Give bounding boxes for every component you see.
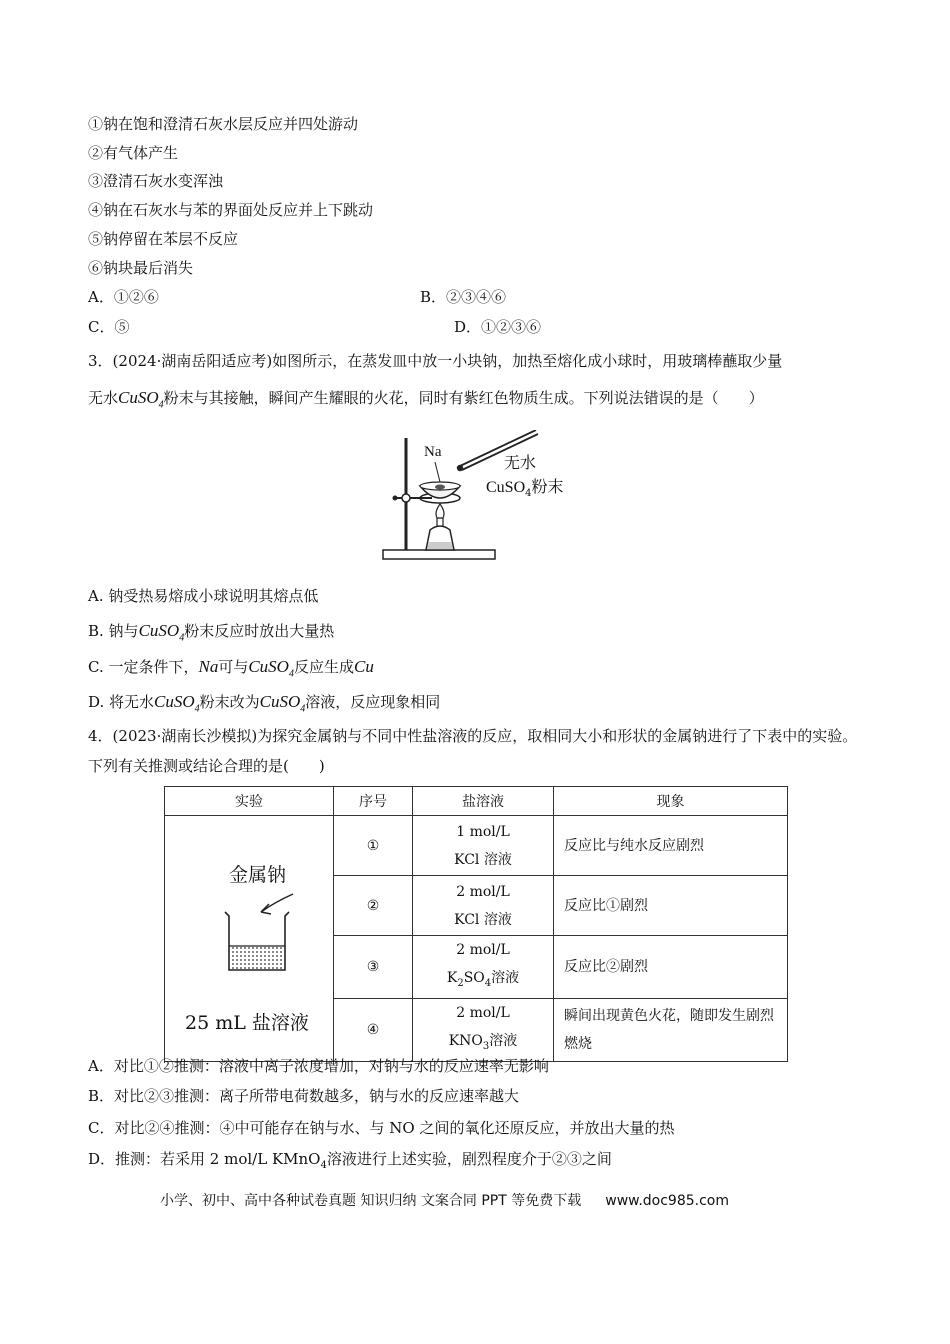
q3-stem-line1: 3．(2024·湖南岳阳适应考)如图所示，在蒸发皿中放一小块钠，加热至熔化成小球时，用玻璃棒蘸取少量 xyxy=(88,352,783,370)
beaker-figure-cell xyxy=(165,816,334,1062)
q4-option-a: A．对比①②推测：溶液中离子浓度增加，对钠与水的反应速率无影响 xyxy=(88,1057,549,1075)
q2-option-b: B．②③④⑥ xyxy=(420,288,507,306)
row1-salt: 1 mol/L KCl 溶液 xyxy=(413,816,554,876)
footer-text: 小学、初中、高中各种试卷真题 知识归纳 文案合同 PPT 等免费下载 xyxy=(160,1193,582,1209)
row4-phenomenon: 瞬间出现黄色火花，随即发生剧烈燃烧 xyxy=(554,998,788,1061)
table-row xyxy=(165,816,788,876)
row1-number: ① xyxy=(334,816,413,876)
q2-option-c: C．⑤ xyxy=(88,318,130,336)
col-header-experiment: 实验 xyxy=(165,787,334,816)
row4-number: ④ xyxy=(334,998,413,1061)
row3-number: ③ xyxy=(334,936,413,999)
q3-option-b: B. 钠与CuSO$_4$粉末反应时放出大量热 xyxy=(88,621,335,644)
q2-item-4: ④钠在石灰水与苯的界面处反应并上下跳动 xyxy=(88,201,374,219)
q4-option-c: C．对比②④推测：④中可能存在钠与水、与 NO 之间的氧化还原反应，并放出大量的热 xyxy=(88,1119,675,1137)
q2-item-3: ③澄清石灰水变浑浊 xyxy=(88,172,224,190)
q4-option-b: B．对比②③推测：离子所带电荷数越多，钠与水的反应速率越大 xyxy=(88,1087,520,1105)
figure-label-cuso4: CuSO$_4$粉末 xyxy=(486,477,564,500)
row3-phenomenon: 反应比②剧烈 xyxy=(554,936,788,999)
q2-option-a: A．①②⑥ xyxy=(88,288,159,306)
row2-phenomenon: 反应比①剧烈 xyxy=(554,876,788,936)
row2-number: ② xyxy=(334,876,413,936)
q3-option-d: D. 将无水CuSO$_4$粉末改为CuSO$_4$溶液，反应现象相同 xyxy=(88,692,441,715)
row2-salt: 2 mol/L KCl 溶液 xyxy=(413,876,554,936)
col-header-number: 序号 xyxy=(334,787,413,816)
row4-salt: 2 mol/L $KNO_3$溶液 xyxy=(413,998,554,1061)
row3-salt: 2 mol/L $K_2SO_4$溶液 xyxy=(413,936,554,999)
experiment-table xyxy=(164,786,788,1062)
figure-label-wushui: 无水 xyxy=(504,453,537,472)
page-footer xyxy=(160,1190,729,1210)
q3-option-a: A. 钠受热易熔成小球说明其熔点低 xyxy=(88,587,319,605)
q2-item-2: ②有气体产生 xyxy=(88,144,179,162)
beaker-label-sodium: 金属钠 xyxy=(229,864,287,886)
col-header-phenomenon: 现象 xyxy=(554,787,788,816)
q4-option-d: D．推测：若采用 2 mol/L KMnO$_4$溶液进行上述实验，剧烈程度介于②③之间 xyxy=(88,1150,612,1171)
q2-item-5: ⑤钠停留在苯层不反应 xyxy=(88,230,239,248)
q2-item-6: ⑥钠块最后消失 xyxy=(88,259,194,277)
q3-stem-line2: 无水CuSO$_4$粉末与其接触，瞬间产生耀眼的火花，同时有紫红色物质生成。下列说法错误的是（ ） xyxy=(88,388,764,411)
q4-stem: 4．(2023·湖南长沙模拟)为探究金属钠与不同中性盐溶液的反应，取相同大小和形状的金属钠进行了下表中的实验。下列有关推测或结论合理的是( ) xyxy=(88,727,858,775)
q2-item-1: ①钠在饱和澄清石灰水层反应并四处游动 xyxy=(88,115,359,133)
col-header-salt: 盐溶液 xyxy=(413,787,554,816)
q3-option-c: C. 一定条件下，Na可与CuSO$_4$反应生成Cu xyxy=(88,657,374,680)
beaker-icon xyxy=(215,890,325,980)
row1-phenomenon: 反应比与纯水反应剧烈 xyxy=(554,816,788,876)
beaker-label-solution: 25 mL 盐溶液 xyxy=(185,1012,309,1034)
q2-option-d: D．①②③⑥ xyxy=(454,318,542,336)
footer-url[interactable]: www.doc985.com xyxy=(605,1193,729,1209)
figure-label-na: Na xyxy=(424,444,442,460)
